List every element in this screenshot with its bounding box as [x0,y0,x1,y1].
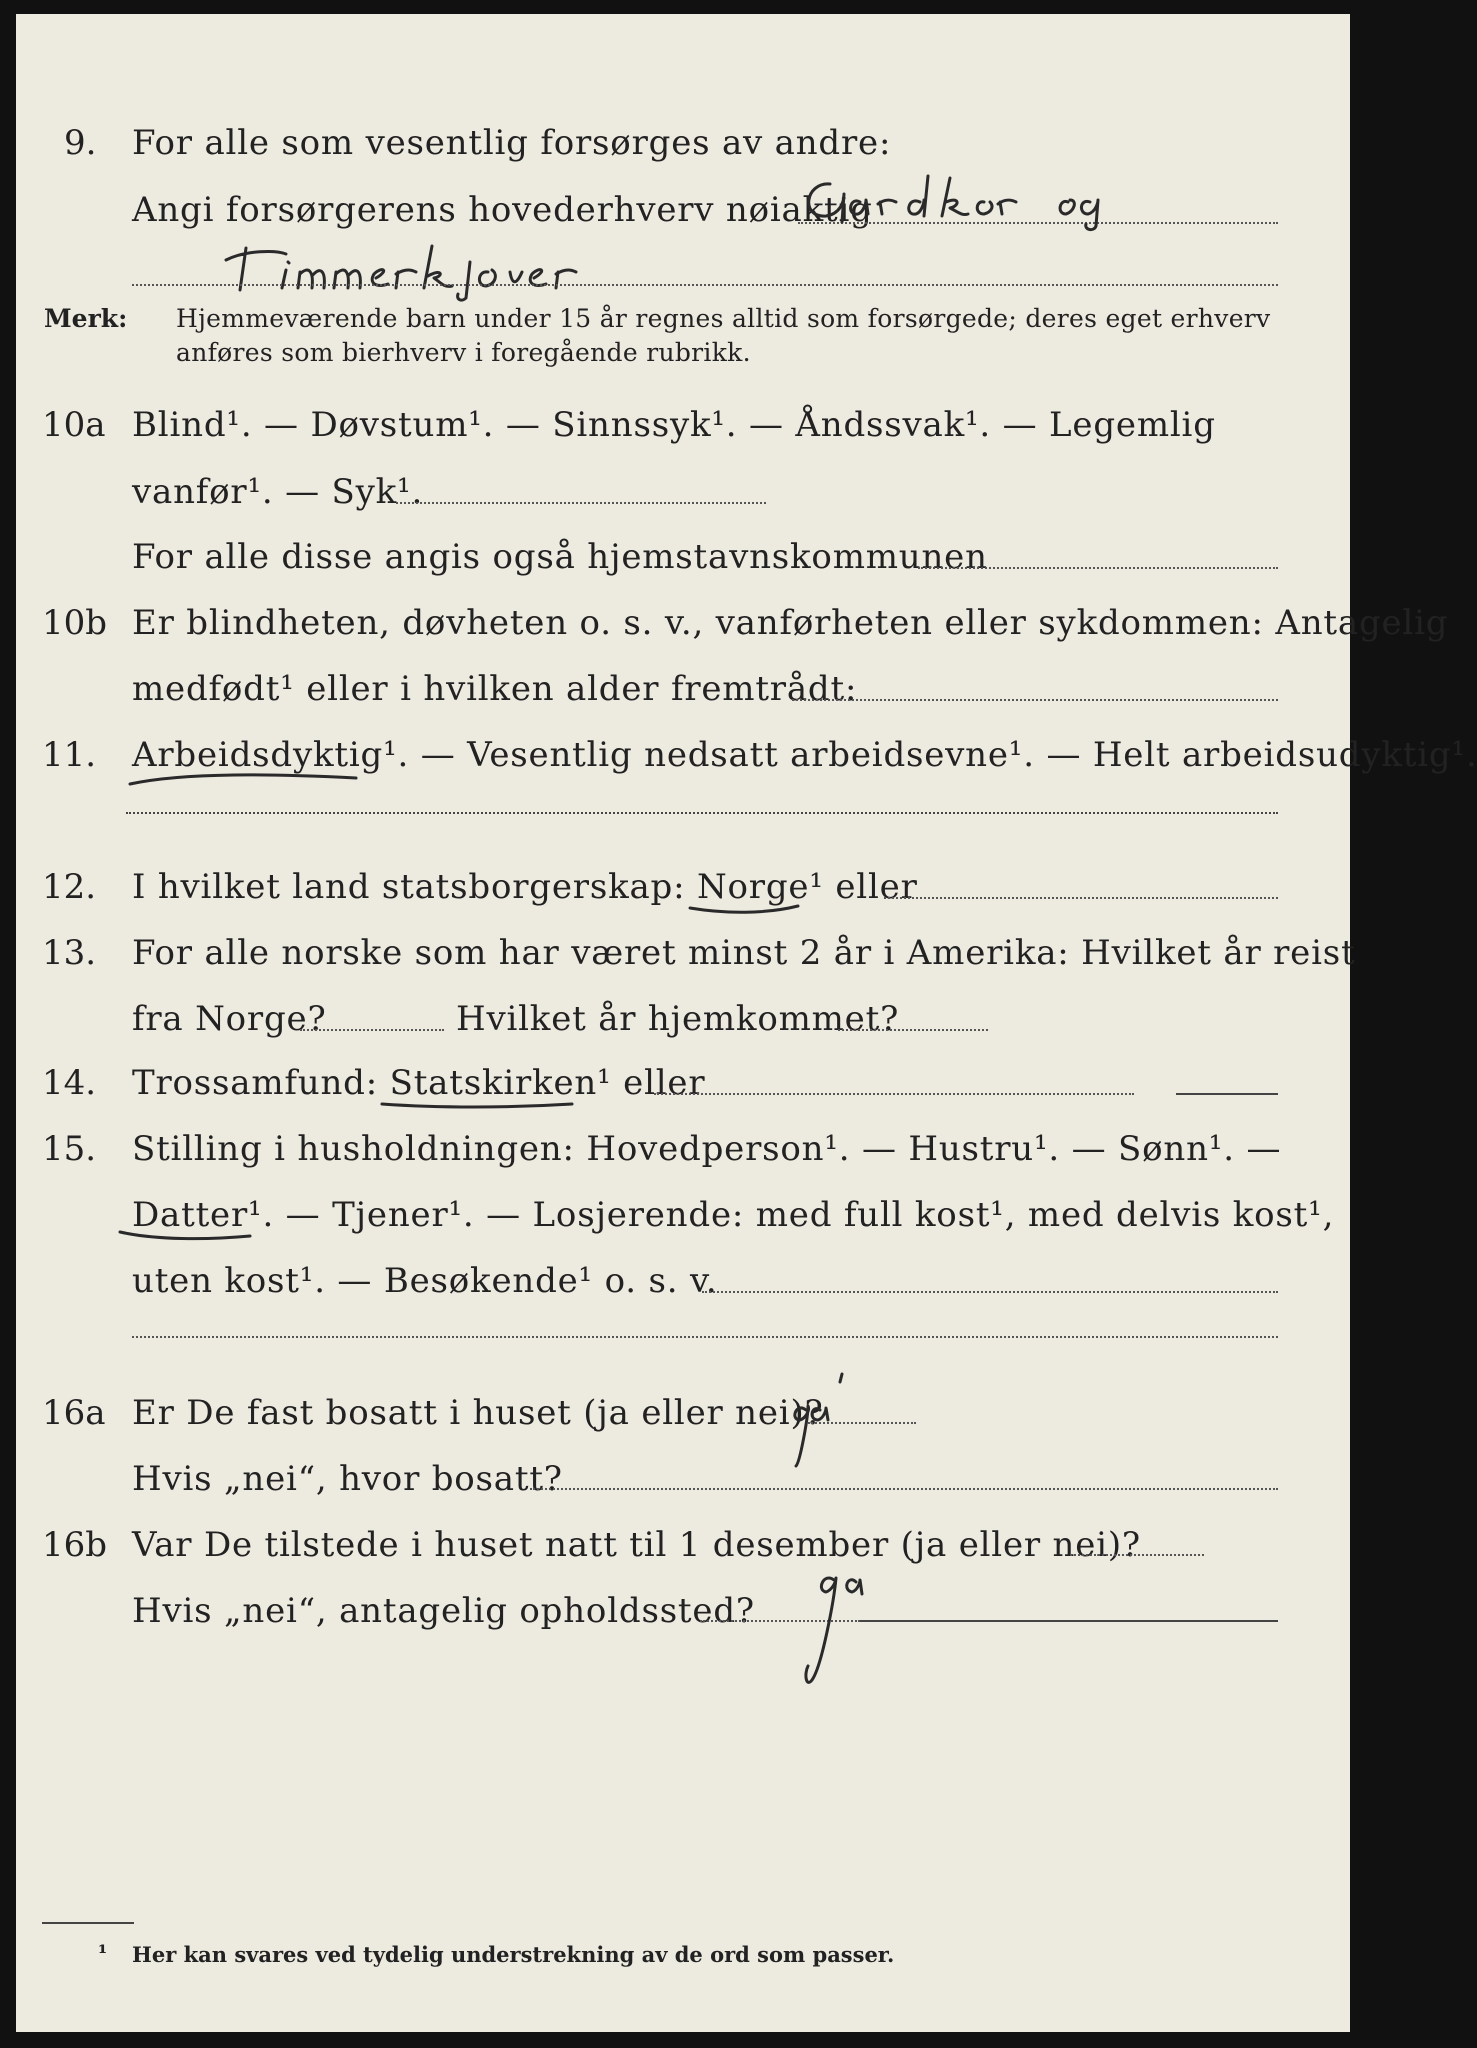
q14-answer-dotted [654,1093,1134,1095]
q15-line2-rest: ¹. — Tjener¹. — Losjerende: med full kost¹, med delvis kost¹, [248,1195,1335,1235]
q15-option-datter: Datter [132,1195,249,1235]
footnote-rule [42,1922,134,1924]
q13-number: 13. [42,933,97,973]
q9-handwritten-occupation-2 [216,240,736,300]
q10b-line1: Er blindheten, døvheten o. s. v., vanførheten eller sykdommen: Antagelig [132,603,1449,643]
q16a-handwritten-ja [776,1370,866,1470]
merk-line2: anføres som bierhverv i foregående rubrikk. [176,338,751,367]
q11-number: 11. [42,735,97,775]
q16b-line1: Var De tilstede i huset natt til 1 desember (ja eller nei)? [132,1525,1141,1565]
q10b-line2: medfødt¹ eller i hvilken alder fremtrådt: [132,669,858,709]
q16b-answer-line [1070,1554,1204,1556]
q15-underline-mark [116,1226,256,1246]
q16a-answer-text: ja [776,1370,777,1371]
footnote-mark: ¹ [98,1940,108,1965]
q13-line2a: fra Norge? [132,999,327,1039]
q10a-line2: vanfør¹. — Syk¹. [132,472,424,512]
q11-rest: ¹. — Vesentlig nedsatt arbeidsevne¹. — Helt arbeidsudyktig¹. [383,735,1477,775]
q15-line1: Stilling i husholdningen: Hovedperson¹. — Hustru¹. — Sønn¹. — [132,1129,1282,1169]
q15-line2 [132,1195,1335,1235]
q12-answer [884,897,1278,899]
q12-option-norge: Norge [696,867,810,907]
q16b-handwritten-ja [776,1570,896,1700]
q10b-number: 10b [42,603,108,643]
q14-line [132,1063,706,1103]
q16a-answer-line [808,1422,916,1424]
q16a-number: 16a [42,1393,106,1433]
q14-suffix: ¹ eller [597,1063,706,1103]
q16a-line2: Hvis „nei“, hvor bosatt? [132,1459,563,1499]
q10a-line3: For alle disse angis også hjemstavnskommunen [132,537,988,577]
q13-hjemkommet-answer [838,1029,988,1031]
q9-handwritten-occupation-1 [800,172,1200,228]
q14-number: 14. [42,1063,97,1103]
q10b-answer [792,699,1278,701]
q12-line [132,867,918,907]
q16b-line2: Hvis „nei“, antagelig opholdssted? [132,1591,755,1631]
q12-prefix: I hvilket land statsborgerskap: [132,867,686,907]
q15-line3: uten kost¹. — Besøkende¹ o. s. v. [132,1261,718,1301]
merk-line1: Hjemmeværende barn under 15 år regnes alltid som forsørgede; deres eget erhverv [176,304,1271,333]
q10a-number: 10a [42,405,106,445]
q13-line2b: Hvilket år hjemkommet? [456,999,900,1039]
q16b-opholdssted-rule [860,1620,1278,1622]
census-form-page [16,14,1477,2032]
q11-underline-mark [126,770,366,790]
q11-option-arbeidsdyktig: Arbeidsdyktig [132,735,384,775]
q12-number: 12. [42,867,97,907]
q16a-bosatt-answer [530,1488,1278,1490]
q11-answer-line [126,812,1278,814]
merk-label: Merk: [44,304,128,333]
q15-number: 15. [42,1129,97,1169]
q10a-line1: Blind¹. — Døvstum¹. — Sinnssyk¹. — Åndssvak¹. — Legemlig [132,405,1216,445]
q16b-number: 16b [42,1525,108,1565]
footnote-text: Her kan svares ved tydelig understrekning av de ord som passer. [132,1942,895,1967]
q15-answer-1 [702,1291,1278,1293]
q10a-kommune-answer [918,567,1278,569]
q13-line1: For alle norske som har været minst 2 år i Amerika: Hvilket år reist [132,933,1356,973]
q11-line [132,735,1477,775]
q12-underline-mark [686,900,806,918]
q9-number: 9. [64,123,97,163]
q14-prefix: Trossamfund: [132,1063,379,1103]
q14-underline-mark [378,1096,578,1114]
q16b-answer-text: ja [776,1570,777,1571]
q12-suffix: ¹ eller [809,867,918,907]
q13-reist-answer [300,1029,444,1031]
q14-answer-rule [1176,1093,1278,1095]
q9-line2: Angi forsørgerens hovederhverv nøiaktig [132,190,873,230]
q16a-line1: Er De fast bosatt i huset (ja eller nei)? [132,1393,824,1433]
q9-answer-line2 [132,284,1278,286]
q9-line1: For alle som vesentlig forsørges av andre: [132,123,892,163]
q10a-syk-answer [396,502,766,504]
q15-answer-2 [132,1336,1278,1338]
q14-option-statskirken: Statskirken [389,1063,598,1103]
